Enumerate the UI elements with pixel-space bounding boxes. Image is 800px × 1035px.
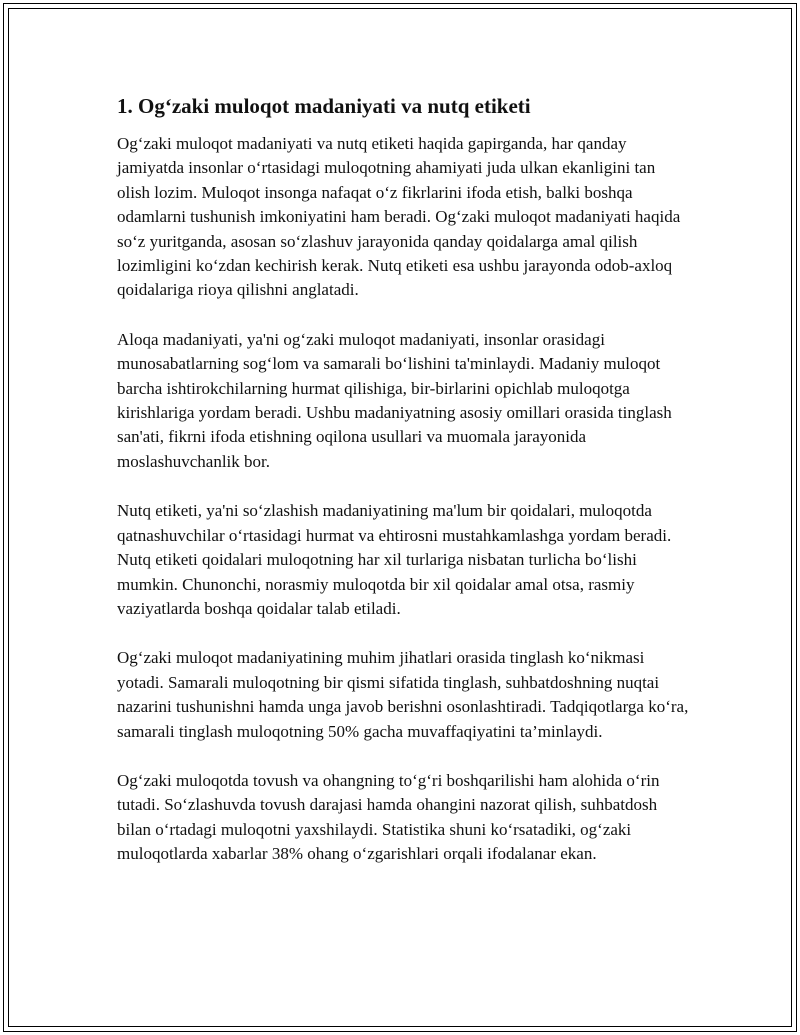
paragraph-4: Og‘zaki muloqot madaniyatining muhim jihatlari orasida tinglash ko‘nikmasi yotadi. Samarali muloqotning bir qismi sifatida tinglash, suhbatdoshning nuqtai nazarini tushunishni hamda unga javob berishni osonlashtiradi. Tadqiqotlarga ko‘ra, samarali tinglash muloqotning 50% gacha muvaffaqiyatini ta’minlaydi. [117, 648, 689, 741]
paragraph-3: Nutq etiketi, ya'ni so‘zlashish madaniyatining ma'lum bir qoidalari, muloqotda qatnashuvchilar o‘rtasidagi hurmat va ehtirosni mustahkamlashga yordam beradi. Nutq etiketi qoidalari muloqotning har xil turlariga nisbatan turlicha bo‘lishi mumkin. Chunonchi, norasmiy muloqotda bir xil qoidalar amal otsa, rasmiy vaziyatlarda boshqa qoidalar talab etiladi. [117, 501, 672, 618]
paragraph-2: Aloqa madaniyati, ya'ni og‘zaki muloqot madaniyati, insonlar orasidagi munosabatlarning sog‘lom va samarali bo‘lishini ta'minlaydi. Madaniy muloqot barcha ishtirokchilarning hurmat qilishiga, bir-birlarini opichlab muloqotga kirishlariga yordam beradi. Ushbu madaniyatning asosiy omillari orasida tinglash san'ati, fikrni ifoda etishning oqilona usullari va muomala jarayonida moslashuvchanlik bor. [117, 329, 672, 471]
section-heading: 1. Og‘zaki muloqot madaniyati va nutq etiketi [117, 94, 531, 118]
paragraph-1: Og‘zaki muloqot madaniyati va nutq etiketi haqida gapirganda, har qanday jamiyatda insonlar o‘rtasidagi muloqotning ahamiyati juda ulkan ekanligini tan olish lozim. Muloqot insonga nafaqat o‘z fikrlarini ifoda etish, balki boshqa odamlarni tushunish imkoniyatini ham beradi. Og‘zaki muloqot madaniyati haqida so‘z yuritganda, asosan so‘zlashuv jarayonida qanday qoidalarga amal qilish lozimligini ko‘zdan kechirish kerak. Nutq etiketi esa ushbu jarayonda odob-axloq qoidalariga rioya qilishni anglatadi. [117, 134, 681, 300]
document-body [117, 91, 692, 892]
paragraph-5: Og‘zaki muloqotda tovush va ohangning to‘g‘ri boshqarilishi ham alohida o‘rin tutadi. So‘zlashuvda tovush darajasi hamda ohangini nazorat qilish, suhbatdosh bilan o‘rtadagi muloqotni yaxshilaydi. Statistika shuni ko‘rsatadiki, og‘zaki muloqotlarda xabarlar 38% ohang o‘zgarishlari orqali ifodalanar ekan. [117, 770, 660, 864]
